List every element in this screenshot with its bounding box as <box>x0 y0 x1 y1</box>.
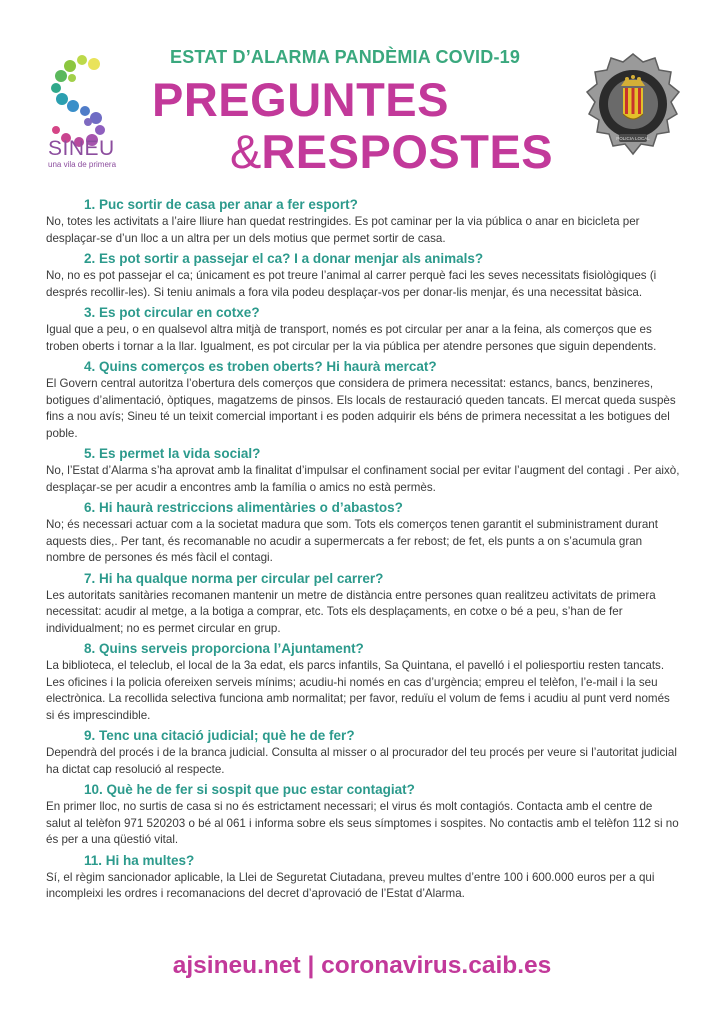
logo-word: SINEU <box>48 137 115 160</box>
qa-list <box>46 196 680 906</box>
question-6: 6. Hi haurà restriccions alimentàries o d’abastos? <box>84 500 403 515</box>
answer-9: Dependrà del procés i de la branca judicial. Consulta al misser o al procurador del teu procés per veure si l’autoritat judicial ha dictat cap resolució al respecte. <box>46 746 677 776</box>
question-7: 7. Hi ha qualque norma per circular pel carrer? <box>84 570 384 586</box>
question-8: 8. Quins serveis proporciona l’Ajuntament? <box>84 641 364 656</box>
answer-10: En primer lloc, no surtis de casa si no és estrictament necessari; el virus és molt contagiós. Contacta amb el centre de salut al telèfon 971 520203 o bé al 061 i informa sobre els seus símptomes i sospites. No contactis amb el telèfon 112 si no és per a una qüestió vital. <box>46 800 679 846</box>
title-line-1: PREGUNTES <box>152 73 449 126</box>
answer-6: No; és necessari actuar com a la societat madura que som. Tots els comerços tenen garantit el subministrament durant aquests dies,. Per tant, és recomanable no acudir a supermercats a fer rebost; de fet, els punts a on s’acumula gran nombre de persones és més fàcil el contagi. <box>46 518 658 564</box>
answer-3: Igual que a peu, o en qualsevol altra mitjà de transport, només es pot circular per anar a la feina, als comerços que es troben oberts i tornar a la llar. Igualment, es pot circular per la via pública per atendre persones que siguin dependents. <box>46 323 657 353</box>
question-2: 2. Es pot sortir a passejar el ca? I a donar menjar als animals? <box>84 251 484 266</box>
answer-4: El Govern central autoritza l’obertura dels comerços que considera de primera necessitat: estancs, bancs, benzineres, botigues d’alimentació, òptiques, magatzems de pinsos. Els locals de restauració queden tancats. El mercat queda suspès fins a nou avís; Sineu té un teixit comercial important i es poden adquirir els béns de primera necessitat a les botigues del poble. <box>46 377 676 440</box>
title-ampersand: & <box>230 125 262 178</box>
footer-links: ajsineu.net | coronavirus.caib.es <box>172 952 552 979</box>
answer-5: No, l’Estat d’Alarma s’ha aprovat amb la finalitat d’impulsar el confinament social per evitar l’augment del contagi . Per això, desplaçar-se per acudir a encontres amb la família o amics no està permès. <box>46 464 680 494</box>
question-10: 10. Què he de fer si sospit que puc estar contagiat? <box>84 782 415 797</box>
svg-text:POLICIA LOCAL: POLICIA LOCAL <box>616 136 650 141</box>
police-badge-icon <box>583 52 683 170</box>
question-4: 4. Quins comerços es troben oberts? Hi haurà mercat? <box>84 359 437 374</box>
answer-1: No, totes les activitats a l’aire lliure han quedat restringides. Es pot caminar per la via pública o anar en bicicleta per desplaçar-se d’un lloc a un altra per un dels motius que permet sortir de casa. <box>46 215 640 245</box>
question-5: 5. Es permet la vida social? <box>84 446 261 461</box>
subtitle: ESTAT D’ALARMA PANDÈMIA COVID-19 <box>170 47 521 67</box>
title-line-2 <box>230 126 553 178</box>
answer-11: Sí, el règim sancionador aplicable, la Llei de Seguretat Ciutadana, preveu multes d’entre 100 i 600.000 euros per a qui incompleixi les ordres i recomanacions del decret d’aprovació de l’Estat d’Alarma. <box>46 870 655 900</box>
question-3: 3. Es pot circular en cotxe? <box>84 305 260 320</box>
question-1: 1. Puc sortir de casa per anar a fer esport? <box>84 197 358 212</box>
question-11: 11. Hi ha multes? <box>84 852 195 868</box>
logo-tagline: una vila de primera <box>48 160 117 169</box>
answer-2: No, no es pot passejar el ca; únicament es pot treure l’animal al carrer perquè faci les seves necessitats fisiològiques (i després recollir-les). Si teniu animals a fora vila podeu desplaçar-vos per donar-lis menjar, és una necessitat bàsica. <box>46 269 657 299</box>
question-9: 9. Tenc una citació judicial; què he de fer? <box>84 728 355 743</box>
answer-8: La biblioteca, el teleclub, el local de la 3a edat, els parcs infantils, Sa Quintana, el pavelló i el poliesportiu resten tancats. Les oficines i la policia ofereixen serveis mínims; acudiu-hi només en cas d’urgència; empreu el telèfon, l’e-mail i la seu electrònica. La recollida selectiva funciona amb normalitat; per favor, reduïu el volum de fems i acudiu al punt verd només si és imprescindible. <box>46 659 670 722</box>
answer-7: Les autoritats sanitàries recomanen mantenir un metre de distància entre persones quan realitzeu activitats de primera necessitat: acudir al metge, a la botiga a comprar, etc. Tots els desplaçaments, en cotxe o bé a peu, s’han de fer individualment; no es permet circular en grup. <box>46 588 656 635</box>
title-word-respostes: RESPOSTES <box>261 125 554 178</box>
